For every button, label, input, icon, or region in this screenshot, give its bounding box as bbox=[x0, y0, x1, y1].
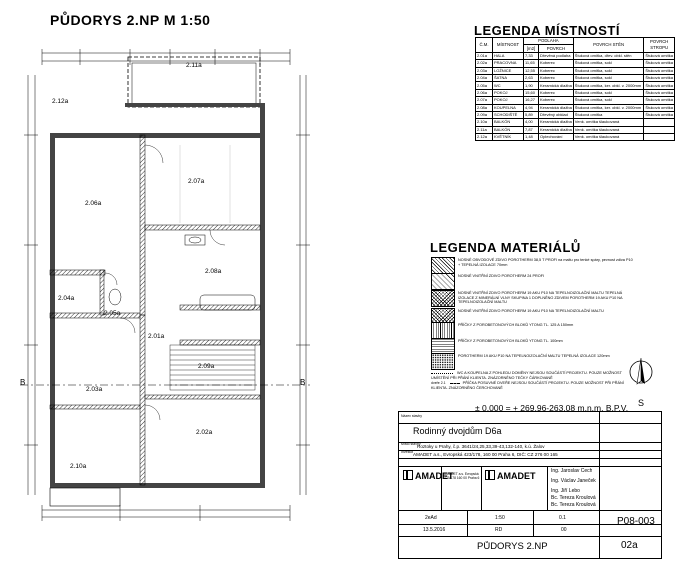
room-cell: 16,27 bbox=[524, 97, 539, 104]
outer-walls bbox=[50, 103, 265, 488]
datum-note: ± 0,000 = + 269,96-263,08 m.n.m. B.P.V. bbox=[475, 403, 629, 413]
col-number: Č.M. bbox=[476, 38, 493, 53]
room-cell: Štuková omítka bbox=[645, 82, 673, 88]
room-cell: Keramická dlažba bbox=[540, 119, 572, 125]
dimension-lines-top bbox=[24, 49, 310, 521]
room-cell bbox=[644, 134, 675, 141]
amadet-logo-1: AMADET bbox=[403, 470, 454, 481]
room-cell bbox=[644, 126, 675, 133]
room-label-204: 2.04a bbox=[58, 295, 75, 302]
company-small: AMADET a.s. Evropská 423/178 160 00 Praha 6 bbox=[444, 472, 480, 480]
room-cell: Koberec bbox=[539, 97, 574, 104]
room-cell: 7,33 bbox=[524, 52, 539, 59]
room-label-207: 2.07a bbox=[188, 178, 205, 185]
room-cell: 4,94 bbox=[524, 104, 539, 111]
field-stage: 2eAd bbox=[425, 515, 437, 521]
col-floor-group: PODLAHA bbox=[524, 38, 574, 45]
field-rev: 00 bbox=[561, 527, 567, 533]
address: Roztoky u Prahy, č.p. 3641/24,25,33,39-43,132-140, k.ú. Žalov bbox=[417, 444, 545, 449]
investor: AMADET a.s., Evropská 423/178, 160 00 Praha 6, DIČ: CZ 276 00 165 bbox=[413, 452, 558, 457]
room-cell: Štuková omítka, sokl bbox=[573, 67, 644, 74]
room-cell: Štuková omítka, ker. obkl. v. 2000mm bbox=[573, 82, 644, 89]
room-cell: 2.04a bbox=[476, 74, 493, 81]
room-cell: Keramická dlažba bbox=[540, 104, 572, 110]
room-cell: KVĚTNÍK bbox=[493, 134, 524, 141]
room-row bbox=[476, 60, 675, 67]
room-cell: 7,87 bbox=[524, 126, 539, 133]
bathroom-fixtures bbox=[109, 235, 255, 310]
north-arrow bbox=[628, 356, 654, 402]
room-cell: SCHODIŠTĚ bbox=[493, 111, 524, 118]
room-cell: 2.12a bbox=[476, 134, 493, 141]
project-label: Název stavby bbox=[401, 414, 423, 418]
material-text: PŘÍČKY Z POROBETONOVÝCH BLOKŮ YTONG TL. 125 A 150mm bbox=[458, 323, 574, 327]
room-cell: Štuková omítka, sokl bbox=[573, 60, 644, 67]
room-label-201: 2.01a bbox=[148, 333, 165, 340]
room-cell: 12,55 bbox=[524, 67, 539, 74]
drafter-2: Bc. Tereza Kroulová bbox=[551, 495, 596, 501]
room-cell: 15,60 bbox=[524, 89, 539, 96]
room-cell: Štuková omítka bbox=[645, 75, 673, 81]
material-item bbox=[431, 290, 631, 307]
field-scale: 1:50 bbox=[495, 515, 505, 521]
room-cell: Koberec bbox=[539, 67, 574, 74]
room-legend-rows bbox=[476, 52, 675, 141]
material-swatch bbox=[431, 273, 455, 290]
room-cell: 2.11a bbox=[476, 126, 493, 133]
room-cell: 4,00 bbox=[524, 119, 539, 126]
material-note-2: dveře 2.1 PŘÍČKA POSUVNÉ DVEŘE NEJSOU SOUČÁSTÍ PROJEKTU. POUZE MOŽNOST PŘI PŘÁNÍ KLIENTA. ZNÁZORNĚNO ČERCHOVANĚ bbox=[431, 381, 624, 390]
room-cell: POKOJ bbox=[493, 89, 524, 96]
room-cell: KOUPELNA bbox=[493, 104, 524, 111]
room-cell: Štuková omítka bbox=[645, 67, 673, 73]
room-cell: 2.03a bbox=[476, 67, 493, 74]
room-legend-table bbox=[475, 37, 675, 141]
material-text: PŘÍČKY Z POROBETONOVÝCH BLOKŮ YTONG TL. 100mm bbox=[458, 339, 563, 343]
drawing-number: P08-003 bbox=[617, 516, 655, 527]
room-cell: WC bbox=[493, 82, 524, 89]
material-text: NOSNÉ VNITŘNÍ ZDIVO POROTHERM 19 AKU P10 NA TEPELNOIZOLAČNÍ MALTU TEPELNÁ IZOLACE Z MINERÁLNÍ VLNY SKUPINA 1 DOPLNĚNO ZDIVEM POROTHERM 19 AKU P10 NA TEPELNOIZOLAČNÍ MALTU bbox=[458, 291, 623, 304]
room-cell: 11,65 bbox=[524, 60, 539, 67]
material-item bbox=[431, 322, 631, 339]
room-cell: ŠATNA bbox=[493, 74, 524, 81]
section-marker-left: B bbox=[20, 378, 26, 387]
room-cell: Štuková omítka bbox=[645, 104, 673, 110]
material-legend-title: LEGENDA MATERIÁLŮ bbox=[430, 240, 581, 255]
material-text: NOSNÉ OBVODOVÉ ZDIVO POROTHERM 38,5 T PROFI na maltu pro tenké spáry, pevnost zdiva P10 + TEPELNÁ IZOLACE 70mm bbox=[458, 258, 633, 267]
room-cell: Štuková omítka, ker. obkl. v. 2000mm bbox=[573, 104, 644, 111]
investor-label: Investor bbox=[401, 450, 414, 454]
room-row bbox=[476, 126, 675, 133]
amadet-mark-icon bbox=[403, 470, 413, 480]
material-item bbox=[431, 273, 631, 290]
room-row bbox=[476, 119, 675, 126]
section-marker-right: B bbox=[300, 378, 306, 387]
sheet-number: 02a bbox=[621, 540, 638, 551]
room-cell: Keramická dlažba bbox=[540, 82, 572, 88]
material-text: POROTHERM 19 AKU P10 NA TEPELNOIZOLAČNÍ MALTU TEPELNÁ IZOLACE 120mm bbox=[458, 354, 610, 358]
room-row bbox=[476, 134, 675, 141]
room-cell: 2.10a bbox=[476, 119, 493, 126]
material-swatch bbox=[431, 290, 455, 307]
room-cell: BALKÓN bbox=[493, 126, 524, 133]
room-cell: Štuková omítka, sokl bbox=[573, 74, 644, 81]
room-cell: Štuková omítka, dřev. obkl. stěn bbox=[573, 52, 644, 59]
material-note-1: WC A KOUPELNA Z POHLEDU DOMĚNY NEJSOU SOUČÁSTÍ PROJEKTU. POUZE MOŽNOST UMÍSTĚNÍ PŘI PŘÁNÍ KLIENTA. ZNÁZORNĚNO TEČKY ČÁRKOVANĚ bbox=[431, 371, 622, 380]
room-cell bbox=[644, 119, 675, 126]
field-format: 0.1 bbox=[559, 515, 566, 521]
room-row bbox=[476, 111, 675, 118]
room-cell: Venk. omítka šlaukovaná bbox=[573, 126, 644, 133]
material-text: NOSNÉ VNITŘNÍ ZDIVO POROTHERM 24 PROFI bbox=[458, 274, 545, 278]
room-label-202: 2.02a bbox=[196, 429, 213, 436]
room-cell: 1,48 bbox=[524, 134, 539, 141]
field-phase: RD bbox=[495, 527, 503, 533]
room-cell: BALKÓN bbox=[493, 119, 524, 126]
title-block bbox=[398, 411, 662, 559]
room-cell: POKOJ bbox=[493, 97, 524, 104]
col-room: MÍSTNOST bbox=[493, 38, 524, 53]
room-row bbox=[476, 82, 675, 89]
room-cell: 2.07a bbox=[476, 97, 493, 104]
room-cell: Štuková omítka bbox=[645, 60, 673, 66]
room-label-208: 2.08a bbox=[205, 268, 222, 275]
room-cell: Štuková omítka bbox=[645, 112, 673, 118]
room-cell: Štuková omítka bbox=[645, 89, 673, 95]
room-cell: Štuková omítka bbox=[573, 111, 644, 118]
room-row bbox=[476, 89, 675, 96]
room-row bbox=[476, 104, 675, 111]
drawing-name: PŮDORYS 2.NP bbox=[477, 541, 548, 552]
room-row bbox=[476, 97, 675, 104]
room-row bbox=[476, 74, 675, 81]
room-cell: Venk. omítka šlaukovaná bbox=[573, 134, 644, 141]
room-cell: 2.02a bbox=[476, 60, 493, 67]
room-cell: Koberec bbox=[539, 60, 574, 67]
material-item bbox=[431, 257, 631, 274]
floor-plan bbox=[20, 45, 310, 525]
field-date: 13.5.2016 bbox=[423, 527, 446, 533]
room-cell: 2.08a bbox=[476, 104, 493, 111]
material-item bbox=[431, 353, 631, 370]
room-cell: Štuková omítka bbox=[645, 52, 673, 58]
room-cell: PRACOVNA bbox=[493, 60, 524, 67]
amadet-logo-2: AMADET bbox=[485, 470, 536, 481]
col-ceiling-finish: POVRCH STROPU bbox=[644, 38, 675, 53]
room-label-212: 2.12a bbox=[52, 98, 69, 105]
room-cell: 2.06a bbox=[476, 89, 493, 96]
col-wall-finish: POVRCH STĚN bbox=[573, 38, 644, 53]
room-cell: 5,89 bbox=[524, 111, 539, 118]
room-cell: Venk. omítka šlaukovaná bbox=[573, 119, 644, 126]
address-label: Místo stavby bbox=[401, 442, 421, 446]
room-cell: HALA bbox=[493, 52, 524, 59]
room-cell: 2.01a bbox=[476, 52, 493, 59]
room-row bbox=[476, 52, 675, 59]
room-cell: Štuková omítka, sokl bbox=[573, 89, 644, 96]
room-cell: 1,90 bbox=[524, 82, 539, 89]
room-legend-title: LEGENDA MÍSTNOSTÍ bbox=[474, 23, 620, 38]
room-label-210: 2.10a bbox=[70, 463, 87, 470]
col-floor-finish: POVRCH bbox=[539, 45, 574, 52]
room-label-205: 2.05a bbox=[104, 310, 121, 317]
col-area: [m2] bbox=[524, 45, 539, 52]
checker-name: Ing. Václav Janeček bbox=[551, 478, 596, 484]
material-text: NOSNÉ VNITŘNÍ ZDIVO POROTHERM 19 AKU P10 NA TEPELNOIZOLAČNÍ MALTU bbox=[458, 309, 604, 313]
room-cell: Dřevěná podlaha bbox=[539, 52, 574, 59]
room-cell: Keramická dlažba bbox=[540, 126, 572, 132]
room-cell: LOŽNICE bbox=[493, 67, 524, 74]
room-cell: Koberec bbox=[539, 74, 574, 81]
amadet-mark-icon bbox=[485, 470, 495, 480]
room-label-211: 2.11a bbox=[186, 62, 202, 69]
room-cell: 2.05a bbox=[476, 82, 493, 89]
door-swings bbox=[105, 145, 225, 420]
compass-label: S bbox=[638, 398, 645, 408]
drawing-title: PŮDORYS 2.NP M 1:50 bbox=[50, 12, 211, 28]
room-cell: Dřevěný obklad bbox=[539, 111, 574, 118]
room-cell: 2,63 bbox=[524, 74, 539, 81]
room-label-206: 2.06a bbox=[85, 200, 102, 207]
room-label-209: 2.09a bbox=[198, 363, 215, 370]
designer-name: Ing. Jaroslav Čech bbox=[551, 468, 593, 474]
room-row bbox=[476, 67, 675, 74]
project-name: Rodinný dvojdům D6a bbox=[413, 426, 502, 436]
room-cell: Štuková omítka bbox=[645, 97, 673, 103]
material-swatch bbox=[431, 322, 455, 339]
drafter-3: Bc. Tereza Kroulová bbox=[551, 502, 596, 508]
room-cell: Štuková omítka, sokl bbox=[573, 97, 644, 104]
room-cell: 2.09a bbox=[476, 111, 493, 118]
room-cell: Oplechování bbox=[539, 134, 574, 141]
drafter-1: Ing. Jiří Lebo bbox=[551, 488, 580, 494]
material-swatch bbox=[431, 257, 455, 274]
material-swatch bbox=[431, 353, 455, 370]
room-cell: Koberec bbox=[539, 89, 574, 96]
room-label-203: 2.03a bbox=[86, 386, 103, 393]
